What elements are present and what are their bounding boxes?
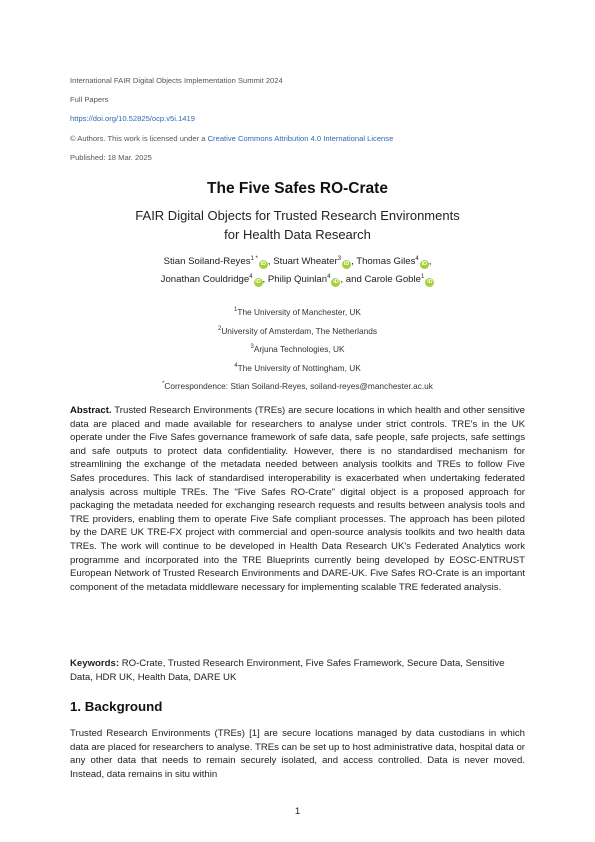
orcid-icon[interactable]: iD (260, 261, 267, 267)
author-name: Stuart Wheater (273, 256, 338, 267)
orcid-icon[interactable]: iD (421, 261, 428, 267)
author-affiliation-mark: 4 (415, 256, 419, 262)
orcid-icon[interactable]: iD (333, 279, 339, 285)
section-body: Trusted Research Environments (TREs) [1] are secure locations managed by data custodians in which data are placed for researchers to analyse. TREs can be set up to host administrative data, hospital data or any other data that needs to remain securely isolated, and access controlled. Data is never moved. Instead, data remains in situ within (70, 728, 525, 780)
orcid-icon[interactable]: iD (255, 279, 261, 285)
author-list (0, 253, 595, 289)
abstract-text: Trusted Research Environments (TREs) are secure locations in which health and other sensitive data are placed and made available for researchers to analyse under strict controls. TRE's in the UK operate under the Five Safes governance framework of safe data, safe people, safe projects, safe settings and safe outputs to protect data confidentiality. However, there is no standardised mechanism for streamlining the exchange of the metadata needed between analysis toolkits and TREs to follow Five Safes procedures. This lack of standardised interoperability is exacerbated when undertaking federated analysis across multiple TREs. The "Five Safes RO-Crate" digital object is a proposed approach for packaging the metadata needed for exchanging research requests and results between analysis tools and TRE providers, enabling them to operate Five Safe compliant processes. The approach has been piloted by the DARE UK TRE-FX project with commercial and open-source analysis toolkits and two health data TREs. The work will continue to be developed in Health Data Research UK's Federated Analytics work programme and incorporated into the TRE Blueprints currently being developed by EOSC-ENTRUST European Network of Trusted Research Environments and DARE-UK. Five Safes RO-Crate is an important component of the metadata middleware necessary for implementing scalable TRE federated analysis. (70, 405, 525, 593)
license-link[interactable]: Creative Commons Attribution 4.0 International License (207, 133, 394, 143)
keywords-label: Keywords: (70, 658, 120, 669)
author-separator: , (351, 256, 357, 267)
affiliation-item: $^3$Arjuna Technologies, UK (250, 344, 345, 354)
abstract (70, 404, 525, 594)
affiliation-item: $^1$The University of Manchester, UK (234, 307, 361, 317)
author-name: Philip Quinlan (267, 274, 328, 285)
subtitle-line-1: FAIR Digital Objects for Trusted Research Environments (135, 208, 460, 223)
abstract-label: Abstract. (70, 405, 112, 416)
author-name: Thomas Giles (356, 256, 416, 267)
license-prefix: © Authors. This work is licensed under a (70, 133, 208, 143)
doi-link[interactable]: https://doi.org/10.52825/ocp.v5i.1419 (70, 114, 195, 124)
affiliation-item: $^4$The University of Nottingham, UK (234, 362, 361, 373)
author-affiliation-mark: 4 (327, 274, 331, 280)
correspondence-line: *Correspondence: Stian Soiland-Reyes, soiland-reyes@manchester.ac.uk (162, 381, 433, 391)
paper-title: The Five Safes RO-Crate (207, 180, 388, 197)
keywords-text: RO-Crate, Trusted Research Environment, Five Safes Framework, Secure Data, Sensitive Data, HDR UK, Health Data, DARE UK (70, 658, 505, 683)
author-separator: , (262, 274, 268, 285)
author-affiliation-mark: 4 (249, 274, 253, 280)
affiliation-item: $^2$University of Amsterdam, The Netherlands (217, 325, 378, 336)
author-name: Carole Goble (364, 274, 421, 285)
author-separator: , (428, 256, 432, 267)
author-separator: , (267, 256, 274, 267)
orcid-icon[interactable]: iD (343, 261, 350, 267)
doi-line (70, 109, 540, 128)
author-line-1 (0, 253, 595, 271)
orcid-icon[interactable]: iD (427, 279, 433, 285)
license-line (70, 129, 540, 148)
author-affiliation-mark: 1 (420, 274, 425, 280)
author-name: Jonathan Couldridge (160, 274, 250, 285)
affiliation-list (0, 303, 595, 396)
published-date: Published: 18 Mar. 2025 (70, 152, 152, 162)
summit-name: International FAIR Digital Objects Implementation Summit 2024 (70, 76, 283, 85)
subtitle-line-2: for Health Data Research (224, 227, 371, 242)
page-number: 1 (294, 806, 301, 817)
author-affiliation-mark: 3 (337, 256, 342, 262)
keywords (70, 657, 525, 684)
section-heading: 1. Background (70, 699, 163, 714)
author-affiliation-mark: 1 * (250, 256, 258, 262)
author-separator-and: , and (340, 274, 365, 285)
paper-header (70, 71, 540, 167)
paper-subtitle (0, 206, 595, 244)
paper-category: Full Papers (70, 95, 109, 105)
author-line-2 (0, 271, 595, 289)
author-name: Stian Soiland-Reyes (163, 256, 251, 267)
